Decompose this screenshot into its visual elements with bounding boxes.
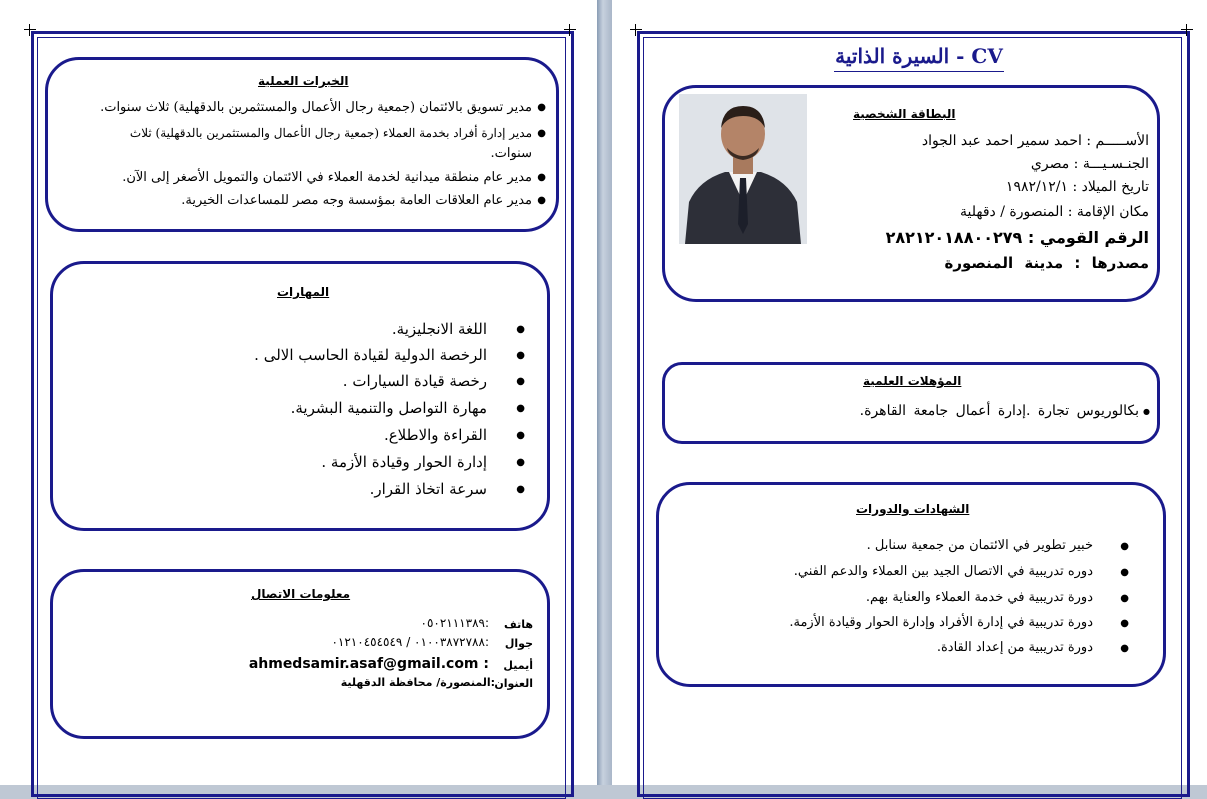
skill-item: مهارة التواصل والتنمية البشرية. — [290, 399, 487, 417]
address-value: :المنصورة/ محافظة الدقهلية — [340, 676, 495, 689]
experience-item: مدير إدارة أفراد بخدمة العملاء (جمعية رجال الأعمال والمستثمرين بالدقهلية) ثلاث — [129, 126, 532, 140]
experience-item: مدير تسويق بالائتمان (جمعية رجال الأعمال والمستثمرين بالدقهلية) ثلاث سنوات. — [100, 100, 532, 115]
certificates-box — [656, 482, 1166, 687]
bullet-icon: ● — [1120, 618, 1129, 629]
bullet-icon: ● — [537, 128, 546, 139]
phone-value[interactable]: :٠٥٠٢١١١٣٨٩ — [420, 616, 489, 630]
bullet-icon: ● — [516, 430, 525, 441]
skill-item: إدارة الحوار وقيادة الأزمة . — [321, 453, 487, 471]
residence-field: مكان الإقامة : المنصورة / دقهلية — [960, 204, 1149, 220]
bullet-icon: ● — [516, 484, 525, 495]
email-link[interactable] — [249, 656, 489, 672]
experience-item: سنوات. — [490, 146, 532, 161]
personal-heading: البطاقة الشخصية — [853, 107, 956, 121]
birth-date-field: تاريخ الميلاد : ١٩٨٢/١٢/١ — [1005, 179, 1149, 195]
contact-box — [50, 569, 550, 739]
bullet-icon: ● — [516, 350, 525, 361]
corner-mark — [564, 24, 576, 36]
bullet-icon: ● — [1120, 541, 1129, 552]
mobile-value[interactable]: :٠١٠٠٣٨٧٢٧٨٨ / ٠١٢١٠٤٥٤٥٤٩ — [331, 635, 489, 649]
corner-mark — [1181, 24, 1193, 36]
certificate-item: دورة تدريبية من إعداد القادة. — [936, 640, 1093, 655]
certificate-item: دورة تدريبية في خدمة العملاء والعناية بهم. — [865, 590, 1093, 605]
profile-photo — [679, 94, 807, 244]
contact-heading: معلومات الاتصال — [251, 587, 351, 601]
person-silhouette-icon — [679, 94, 807, 244]
certificate-item: خبير تطوير في الائتمان من جمعية سنابل . — [866, 538, 1093, 553]
page-right — [612, 0, 1207, 785]
mobile-label: جوال — [504, 637, 533, 650]
bullet-icon: ● — [516, 324, 525, 335]
personal-info-box — [662, 85, 1160, 302]
qualifications-box — [662, 362, 1160, 444]
bullet-icon: ● — [537, 102, 546, 113]
page-gutter — [597, 0, 612, 785]
experience-item: مدير عام العلاقات العامة بمؤسسة وجه مصر للمساعدات الخيرية. — [181, 193, 532, 208]
bullet-icon: ● — [516, 457, 525, 468]
skill-item: اللغة الانجليزية. — [391, 320, 487, 338]
email-value[interactable]: ahmedsamir.asaf@gmail.com : — [248, 656, 489, 672]
bullet-icon: ● — [537, 195, 546, 206]
page-left — [0, 0, 597, 785]
bullet-icon: ● — [1120, 593, 1129, 604]
skill-item: رخصة قيادة السيارات . — [342, 372, 487, 390]
name-field: الأســـــم : احمد سمير احمد عبد الجواد — [921, 133, 1149, 149]
skill-item: القراءة والاطلاع. — [383, 426, 487, 444]
skills-box — [50, 261, 550, 531]
certificates-heading: الشهادات والدورات — [856, 502, 970, 516]
qualifications-heading: المؤهلات العلمية — [863, 374, 962, 388]
skill-item: الرخصة الدولية لقيادة الحاسب الالى . — [254, 346, 487, 364]
bullet-icon: ● — [516, 376, 525, 387]
bullet-icon: ● — [1120, 643, 1129, 654]
experience-item: مدير عام منطقة ميدانية لخدمة العملاء في الائتمان والتمويل الأصغر إلى الآن. — [122, 170, 532, 185]
address-label: العنوان — [494, 677, 533, 690]
bullet-icon: ● — [537, 172, 546, 183]
title-underline — [834, 71, 1004, 72]
national-id-field: الرقم القومي : ٢٨٢١٢٠١٨٨٠٠٢٧٩ — [885, 228, 1149, 247]
qualification-item: بكالوريوس تجارة .إدارة أعمال جامعة القاهرة. — [859, 403, 1139, 419]
cv-title: CV - السيرة الذاتية — [835, 44, 1003, 68]
email-label: أيميل — [503, 659, 533, 672]
certificate-item: دورة تدريبية في إدارة الأفراد وإدارة الحوار وقيادة الأزمة. — [789, 615, 1093, 630]
bullet-icon: ● — [1143, 407, 1150, 416]
bullet-icon: ● — [1120, 567, 1129, 578]
corner-mark — [630, 24, 642, 36]
bullet-icon: ● — [516, 403, 525, 414]
skills-heading: المهارات — [277, 285, 330, 299]
experience-box — [45, 57, 559, 232]
corner-mark — [24, 24, 36, 36]
nationality-field: الجنـسـيـــة : مصري — [1030, 156, 1149, 172]
skill-item: سرعة اتخاذ القرار. — [369, 480, 487, 498]
certificate-item: دوره تدريبية في الاتصال الجيد بين العملاء والدعم الفني. — [793, 564, 1093, 579]
issued-from-field: مصدرها : مدينة المنصورة — [944, 254, 1149, 272]
experience-heading: الخبرات العملية — [258, 74, 349, 88]
phone-label: هاتف — [504, 618, 533, 631]
